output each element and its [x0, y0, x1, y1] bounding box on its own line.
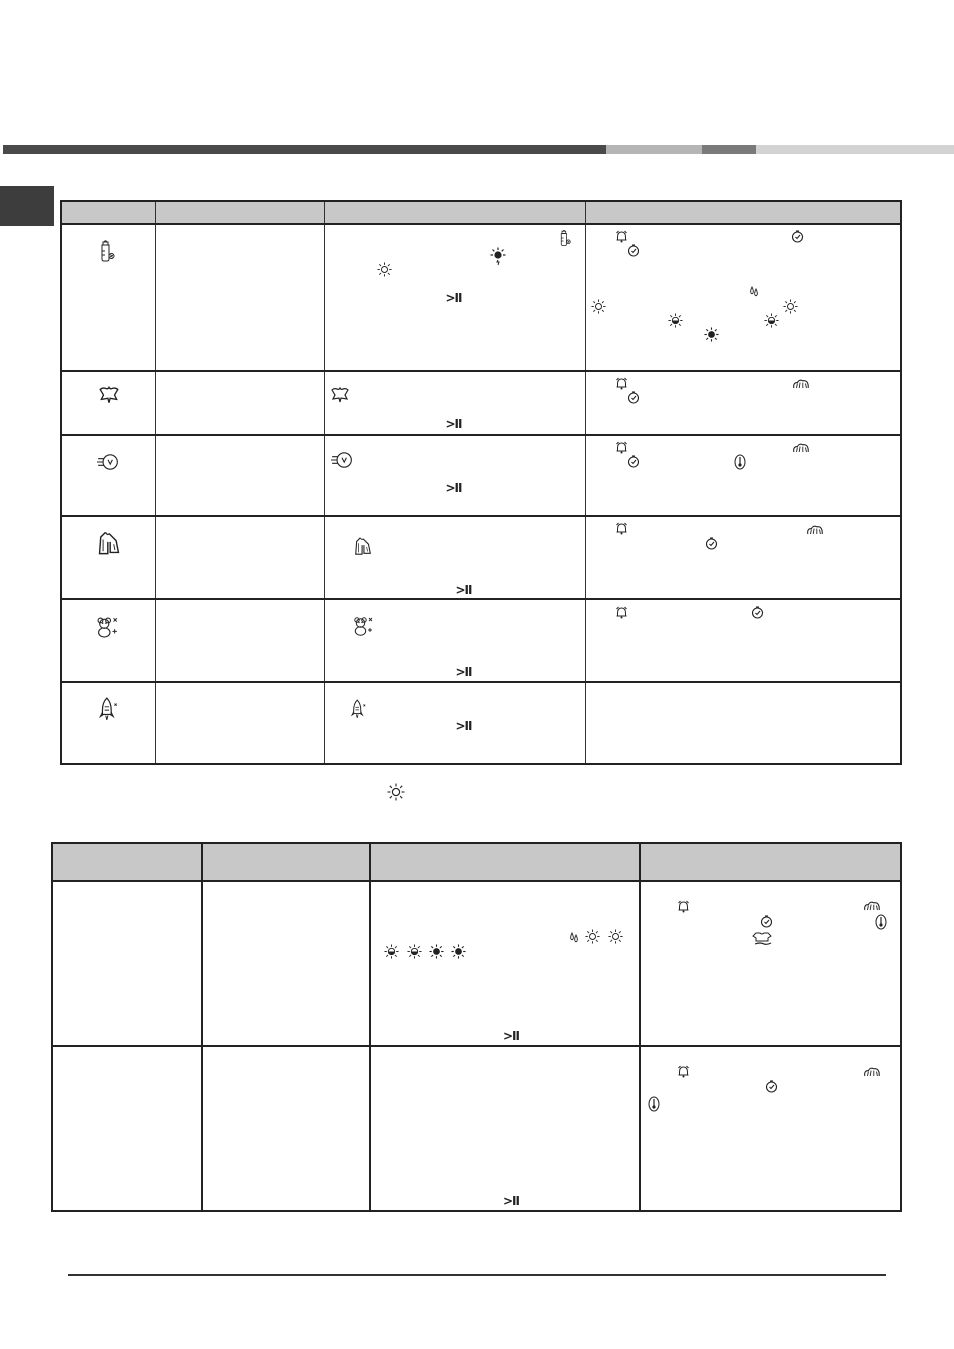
header-cell: [202, 843, 370, 881]
program-icon-cell: [61, 516, 155, 599]
table-row: [61, 516, 901, 599]
alarm-bell-icon: [615, 377, 628, 390]
thermometer-icon: [875, 914, 887, 930]
header-cell: [61, 201, 155, 224]
table-row: [61, 599, 901, 682]
alarm-bell-icon: [615, 522, 628, 535]
quick-clock-icon: [97, 452, 119, 472]
program-description-cell: [155, 224, 324, 371]
sun-outline-icon: [783, 299, 798, 314]
cloud-rays-icon: [806, 523, 824, 536]
table-row: [52, 881, 901, 1046]
header-bar-segment-dark: [3, 145, 606, 154]
sun-half-shaded-icon: [384, 944, 399, 959]
language-tab: [0, 186, 54, 226]
options-cell: [585, 435, 901, 516]
options-cell: [640, 881, 901, 1046]
sun-outline-icon: [387, 783, 405, 801]
settings-cell: [324, 371, 585, 435]
start-pause-icon: >II: [503, 1029, 519, 1043]
jacket-icon: [98, 530, 120, 556]
start-pause-icon: >II: [503, 1194, 519, 1208]
options-cell: [585, 371, 901, 435]
header-bar-segment-mid: [702, 145, 756, 154]
programmes-table: [60, 200, 902, 765]
program-icon-cell: [61, 599, 155, 682]
header-bar-segment-light: [606, 145, 702, 154]
start-pause-icon: >II: [445, 291, 462, 305]
program-description-cell: [202, 881, 370, 1046]
shirt-leaf-icon: [98, 385, 120, 405]
sun-half-shaded-icon: [668, 313, 683, 328]
program-icon-cell: [61, 371, 155, 435]
alarm-bell-icon: [615, 606, 628, 619]
program-description-cell: [155, 599, 324, 682]
quick-clock-icon: [331, 450, 353, 470]
settings-cell: [324, 516, 585, 599]
table-header-row: [52, 843, 901, 881]
alarm-bell-icon: [677, 1065, 690, 1078]
header-cell: [155, 201, 324, 224]
program-name-cell: [52, 881, 202, 1046]
sun-outline-icon: [608, 929, 623, 944]
water-drops-icon: [749, 285, 759, 297]
thermometer-icon: [734, 454, 746, 470]
table-header-row: [61, 201, 901, 224]
timer-icon: [760, 915, 773, 928]
timer-icon: [765, 1080, 778, 1093]
timer-icon: [627, 244, 640, 257]
settings-cell: [324, 682, 585, 764]
alarm-bell-icon: [615, 441, 628, 454]
settings-cell: [324, 224, 585, 371]
sun-outline-icon: [377, 262, 392, 277]
header-bar-segment-pale: [756, 145, 954, 154]
program-icon-cell: [61, 224, 155, 371]
options-cell: [585, 682, 901, 764]
start-pause-icon: >II: [455, 719, 472, 733]
table-row: [61, 224, 901, 371]
settings-cell: [324, 435, 585, 516]
baby-bottle-icon: [559, 229, 571, 247]
start-pause-icon: >II: [455, 583, 472, 597]
program-description-cell: [155, 682, 324, 764]
sun-half-shaded-icon: [764, 313, 779, 328]
settings-cell: [324, 599, 585, 682]
teddy-sparkle-icon: [95, 616, 119, 638]
teddy-sparkle-icon: [352, 616, 374, 636]
cloud-rays-icon: [863, 1065, 881, 1078]
program-description-cell: [155, 516, 324, 599]
sun-half-shaded-icon: [407, 944, 422, 959]
header-cell: [52, 843, 202, 881]
special-programmes-table: [51, 842, 902, 1212]
thermometer-icon: [648, 1096, 660, 1112]
table-row: [61, 435, 901, 516]
program-description-cell: [202, 1046, 370, 1211]
program-description-cell: [155, 435, 324, 516]
shirt-hand-icon: [752, 932, 774, 946]
options-cell: [640, 1046, 901, 1211]
sun-half-shaded-icon: [490, 247, 506, 266]
settings-cell: [370, 1046, 640, 1211]
cloud-rays-icon: [792, 441, 810, 454]
jacket-icon: [354, 536, 372, 556]
program-icon-cell: [61, 435, 155, 516]
timer-icon: [627, 391, 640, 404]
header-cell: [370, 843, 640, 881]
program-name-cell: [52, 1046, 202, 1211]
table-row: [52, 1046, 901, 1211]
baby-bottle-icon: [99, 239, 115, 263]
shirt-leaf-icon: [330, 386, 350, 404]
sun-filled-icon: [429, 944, 444, 959]
footer-rule: [68, 1274, 886, 1276]
table-row: [61, 682, 901, 764]
timer-icon: [705, 537, 718, 550]
sun-filled-icon: [451, 944, 466, 959]
header-cell: [585, 201, 901, 224]
table-row: [61, 371, 901, 435]
settings-cell: [370, 881, 640, 1046]
start-pause-icon: >II: [455, 665, 472, 679]
cloud-rays-icon: [863, 899, 881, 912]
start-pause-icon: >II: [445, 481, 462, 495]
timer-icon: [627, 455, 640, 468]
rocket-icon: [351, 699, 367, 719]
cloud-rays-icon: [792, 377, 810, 390]
start-pause-icon: >II: [445, 417, 462, 431]
timer-icon: [791, 230, 804, 243]
water-drops-icon: [569, 931, 579, 943]
alarm-bell-icon: [677, 900, 690, 913]
sun-outline-icon: [585, 929, 600, 944]
rocket-icon: [99, 697, 119, 721]
sun-filled-icon: [704, 327, 719, 342]
alarm-bell-icon: [615, 230, 628, 243]
options-cell: [585, 224, 901, 371]
timer-icon: [751, 606, 764, 619]
options-cell: [585, 516, 901, 599]
sun-outline-icon: [591, 299, 606, 314]
program-icon-cell: [61, 682, 155, 764]
header-cell: [324, 201, 585, 224]
header-cell: [640, 843, 901, 881]
options-cell: [585, 599, 901, 682]
program-description-cell: [155, 371, 324, 435]
